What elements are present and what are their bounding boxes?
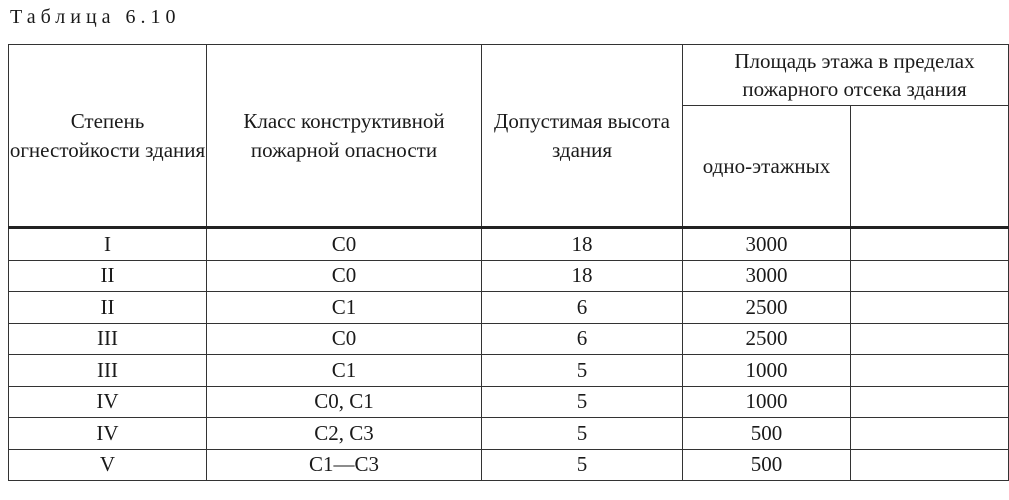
cell-area: 2500 [683,292,851,324]
cell-class: С1 [207,355,482,387]
cell-area: 3000 [683,228,851,261]
table-row [9,418,1009,450]
cell-next [851,449,1009,481]
cell-height: 5 [482,449,683,481]
cell-degree: I [9,228,207,261]
cell-area: 1000 [683,386,851,418]
table-row [9,386,1009,418]
cell-degree: III [9,323,207,355]
cell-area: 1000 [683,355,851,387]
header-area-group: Площадь этажа в пределах пожарного отсека здания [683,45,1009,106]
cell-degree: III [9,355,207,387]
cell-next [851,418,1009,450]
cell-class: С2, С3 [207,418,482,450]
cell-class: С0 [207,228,482,261]
cell-next [851,386,1009,418]
cell-next [851,260,1009,292]
table-row [9,355,1009,387]
table-caption: Таблица 6.10 [10,6,181,28]
cell-degree: II [9,260,207,292]
cell-degree: IV [9,418,207,450]
cell-height: 5 [482,355,683,387]
header-class: Класс конструктивной пожарной опасности [207,45,482,228]
header-degree: Степень огнестойкости здания [9,45,207,228]
cell-next [851,292,1009,324]
cell-degree: V [9,449,207,481]
cell-class: С0 [207,260,482,292]
cell-area: 3000 [683,260,851,292]
cell-degree: IV [9,386,207,418]
cell-height: 5 [482,418,683,450]
cell-area: 500 [683,418,851,450]
table-body [9,228,1009,481]
cell-height: 6 [482,323,683,355]
table-row [9,228,1009,261]
cell-height: 5 [482,386,683,418]
header-next-column [851,106,1009,228]
cell-height: 18 [482,228,683,261]
cell-class: С1 [207,292,482,324]
cell-class: С1—С3 [207,449,482,481]
table-container [8,44,975,490]
cell-degree: II [9,292,207,324]
cell-area: 2500 [683,323,851,355]
header-height: Допустимая высота здания [482,45,683,228]
cell-next [851,355,1009,387]
table-row [9,323,1009,355]
cell-area: 500 [683,449,851,481]
cell-next [851,323,1009,355]
cell-height: 6 [482,292,683,324]
table-row [9,449,1009,481]
cell-class: С0, С1 [207,386,482,418]
cell-height: 18 [482,260,683,292]
table-row [9,260,1009,292]
cell-next [851,228,1009,261]
cell-class: С0 [207,323,482,355]
table-row [9,292,1009,324]
data-table [8,44,1009,481]
header-one-storey: одно-этажных [683,106,851,228]
